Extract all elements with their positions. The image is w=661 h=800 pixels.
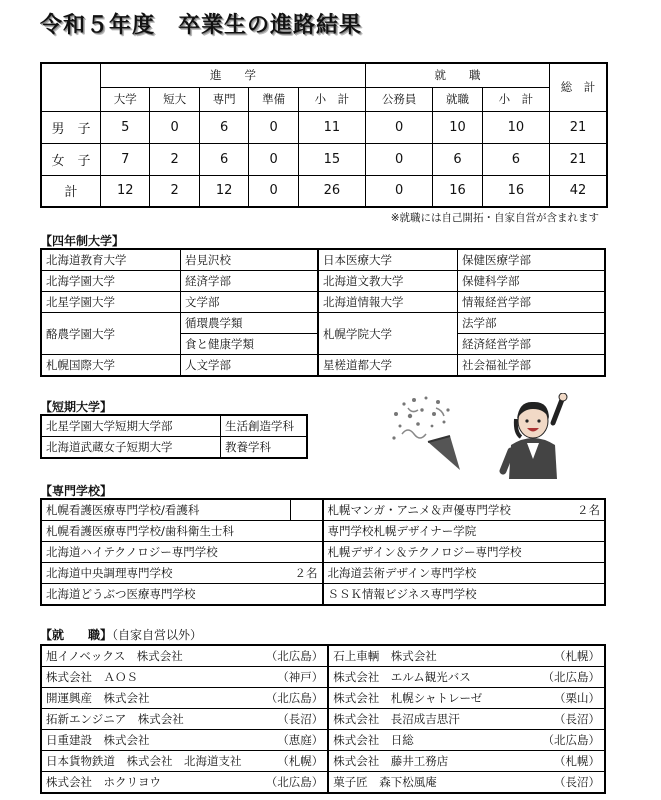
company-location: （長沼） bbox=[539, 772, 606, 794]
cell: 0 bbox=[150, 111, 199, 143]
company-name: 株式会社 藤井工務店 bbox=[328, 751, 538, 772]
table-row bbox=[41, 271, 605, 292]
cheering-person-illustration bbox=[497, 393, 569, 479]
company-location: （長沼） bbox=[258, 709, 328, 730]
cell: 0 bbox=[366, 175, 433, 207]
cell: 0 bbox=[249, 143, 298, 175]
school-name: 北海道武蔵女子短期大学 bbox=[41, 437, 221, 459]
company-name: 日本貨物鉄道 株式会社 北海道支社 bbox=[41, 751, 258, 772]
school-name: 北海道教育大学 bbox=[41, 249, 181, 271]
company-name: 菓子匠 森下松風庵 bbox=[328, 772, 538, 794]
col-header: 小 計 bbox=[298, 87, 365, 111]
cell: 0 bbox=[249, 175, 298, 207]
school-name: 酪農学園大学 bbox=[41, 313, 181, 355]
company-location: （北広島） bbox=[258, 772, 328, 794]
cell: 7 bbox=[101, 143, 150, 175]
table-row bbox=[41, 563, 605, 584]
party-popper-illustration bbox=[388, 394, 466, 474]
school-name: 北星学園大学短期大学部 bbox=[41, 415, 221, 437]
col-header: 専門 bbox=[199, 87, 248, 111]
row-label: 女 子 bbox=[41, 143, 101, 175]
col-header: 大学 bbox=[101, 87, 150, 111]
table-row bbox=[41, 645, 605, 667]
count bbox=[291, 499, 323, 521]
company-name: 開運興産 株式会社 bbox=[41, 688, 258, 709]
cell: 0 bbox=[249, 111, 298, 143]
company-name: 株式会社 長沼成吉思汗 bbox=[328, 709, 538, 730]
company-location: （長沼） bbox=[539, 709, 606, 730]
summary-table bbox=[40, 62, 608, 208]
school-name: 北星学園大学 bbox=[41, 292, 181, 313]
cell: 15 bbox=[298, 143, 365, 175]
cell: 26 bbox=[298, 175, 365, 207]
univ-table bbox=[40, 248, 606, 377]
table-row bbox=[41, 542, 605, 563]
table-row bbox=[41, 437, 307, 459]
table-row bbox=[41, 667, 605, 688]
table-row bbox=[41, 584, 605, 606]
school-name: 北海道どうぶつ医療専門学校 bbox=[41, 584, 291, 606]
cell: 6 bbox=[199, 111, 248, 143]
table-row bbox=[41, 355, 605, 377]
page-title: 令和５年度 卒業生の進路結果 bbox=[40, 13, 363, 38]
jobs-table bbox=[40, 644, 606, 794]
vocational-heading: 【専門学校】 bbox=[40, 484, 113, 498]
dept-name: 経済学部 bbox=[181, 271, 319, 292]
table-row bbox=[41, 521, 605, 542]
group-shushoku: 就 職 bbox=[366, 63, 550, 87]
table-row bbox=[41, 143, 607, 175]
table-row bbox=[41, 175, 607, 207]
jobs-heading: 【就 職】 bbox=[40, 628, 113, 642]
cell: 12 bbox=[199, 175, 248, 207]
cell: 2 bbox=[150, 175, 199, 207]
company-location: （札幌） bbox=[258, 751, 328, 772]
cell: 16 bbox=[433, 175, 482, 207]
dept-name: 食と健康学類 bbox=[181, 334, 319, 355]
school-name: ＳＳＫ情報ビジネス専門学校 bbox=[323, 584, 572, 606]
school-name: 北海道ハイテクノロジー専門学校 bbox=[41, 542, 291, 563]
company-name: 旭イノベックス 株式会社 bbox=[41, 645, 258, 667]
school-name: 札幌デザイン＆テクノロジー専門学校 bbox=[323, 542, 572, 563]
col-header: 短大 bbox=[150, 87, 199, 111]
cell: 0 bbox=[366, 143, 433, 175]
company-location: （北広島） bbox=[539, 730, 606, 751]
row-label: 男 子 bbox=[41, 111, 101, 143]
count bbox=[291, 584, 323, 606]
company-location: （栗山） bbox=[539, 688, 606, 709]
school-name: 北海道芸術デザイン専門学校 bbox=[323, 563, 572, 584]
school-name: 北海道情報大学 bbox=[318, 292, 458, 313]
cell: 2 bbox=[150, 143, 199, 175]
count bbox=[572, 542, 606, 563]
jobs-heading-wrap bbox=[40, 626, 202, 643]
company-name: 日重建設 株式会社 bbox=[41, 730, 258, 751]
company-location: （札幌） bbox=[539, 645, 606, 667]
company-location: （北広島） bbox=[258, 645, 328, 667]
company-location: （恵庭） bbox=[258, 730, 328, 751]
company-name: 株式会社 ホクリヨウ bbox=[41, 772, 258, 794]
row-label: 計 bbox=[41, 175, 101, 207]
col-header: 小 計 bbox=[482, 87, 549, 111]
col-header: 準備 bbox=[249, 87, 298, 111]
school-name: 札幌マンガ・アニメ＆声優専門学校 bbox=[323, 499, 572, 521]
table-row bbox=[41, 249, 605, 271]
total-header: 総 計 bbox=[550, 63, 608, 111]
school-name: 北海道中央調理専門学校 bbox=[41, 563, 291, 584]
company-name: 石上車輌 株式会社 bbox=[328, 645, 538, 667]
dept-name: 保健医療学部 bbox=[458, 249, 606, 271]
count bbox=[291, 542, 323, 563]
junior-table bbox=[40, 414, 308, 459]
dept-name: 保健科学部 bbox=[458, 271, 606, 292]
col-header: 公務員 bbox=[366, 87, 433, 111]
school-name: 日本医療大学 bbox=[318, 249, 458, 271]
dept-name: 岩見沢校 bbox=[181, 249, 319, 271]
dept-name: 社会福祉学部 bbox=[458, 355, 606, 377]
company-name: 株式会社 日総 bbox=[328, 730, 538, 751]
junior-heading: 【短期大学】 bbox=[40, 400, 113, 414]
dept-name: 循環農学類 bbox=[181, 313, 319, 334]
corner-cell bbox=[41, 63, 101, 111]
table-row bbox=[41, 415, 307, 437]
count bbox=[291, 521, 323, 542]
school-name: 札幌看護医療専門学校/看護科 bbox=[41, 499, 291, 521]
vocational-table bbox=[40, 498, 606, 606]
dept-name: 文学部 bbox=[181, 292, 319, 313]
univ-heading: 【四年制大学】 bbox=[40, 234, 125, 248]
table-row bbox=[41, 499, 605, 521]
dept-name: 経済経営学部 bbox=[458, 334, 606, 355]
table-row bbox=[41, 730, 605, 751]
dept-name: 法学部 bbox=[458, 313, 606, 334]
dept-name: 情報経営学部 bbox=[458, 292, 606, 313]
company-location: （札幌） bbox=[539, 751, 606, 772]
school-name: 札幌国際大学 bbox=[41, 355, 181, 377]
school-name: 北海道文教大学 bbox=[318, 271, 458, 292]
school-name: 札幌看護医療専門学校/歯科衛生士科 bbox=[41, 521, 291, 542]
cell: 6 bbox=[199, 143, 248, 175]
count: ２名 bbox=[291, 563, 323, 584]
table-row bbox=[41, 688, 605, 709]
company-name: 拓新エンジニア 株式会社 bbox=[41, 709, 258, 730]
cell: 6 bbox=[433, 143, 482, 175]
count: ２名 bbox=[572, 499, 606, 521]
cell: 0 bbox=[366, 111, 433, 143]
cell: 21 bbox=[550, 143, 608, 175]
company-location: （北広島） bbox=[539, 667, 606, 688]
table-row bbox=[41, 751, 605, 772]
company-location: （神戸） bbox=[258, 667, 328, 688]
cell: 42 bbox=[550, 175, 608, 207]
cell: 11 bbox=[298, 111, 365, 143]
table-row bbox=[41, 292, 605, 313]
cell: 10 bbox=[482, 111, 549, 143]
col-header: 就職 bbox=[433, 87, 482, 111]
dept-name: 人文学部 bbox=[181, 355, 319, 377]
company-name: 株式会社 ＡＯＳ bbox=[41, 667, 258, 688]
company-name: 株式会社 エルム観光バス bbox=[328, 667, 538, 688]
cell: 10 bbox=[433, 111, 482, 143]
school-name: 星槎道都大学 bbox=[318, 355, 458, 377]
count bbox=[572, 584, 606, 606]
table-row bbox=[41, 709, 605, 730]
table-row bbox=[41, 313, 605, 334]
cell: 12 bbox=[101, 175, 150, 207]
cell: 21 bbox=[550, 111, 608, 143]
school-name: 札幌学院大学 bbox=[318, 313, 458, 355]
group-shingaku: 進 学 bbox=[101, 63, 366, 87]
school-name: 北海学園大学 bbox=[41, 271, 181, 292]
table-row bbox=[41, 111, 607, 143]
cell: 5 bbox=[101, 111, 150, 143]
table-row bbox=[41, 772, 605, 794]
jobs-subheading: （自家自営以外） bbox=[112, 628, 203, 642]
dept-name: 教養学科 bbox=[221, 437, 308, 459]
count bbox=[572, 521, 606, 542]
company-name: 株式会社 札幌シャトレーゼ bbox=[328, 688, 538, 709]
cell: 6 bbox=[482, 143, 549, 175]
dept-name: 生活創造学科 bbox=[221, 415, 308, 437]
count bbox=[572, 563, 606, 584]
school-name: 専門学校札幌デザイナー学院 bbox=[323, 521, 572, 542]
summary-note: ※就職には自己開拓・自家自営が含まれます bbox=[390, 212, 599, 224]
cell: 16 bbox=[482, 175, 549, 207]
company-location: （北広島） bbox=[258, 688, 328, 709]
